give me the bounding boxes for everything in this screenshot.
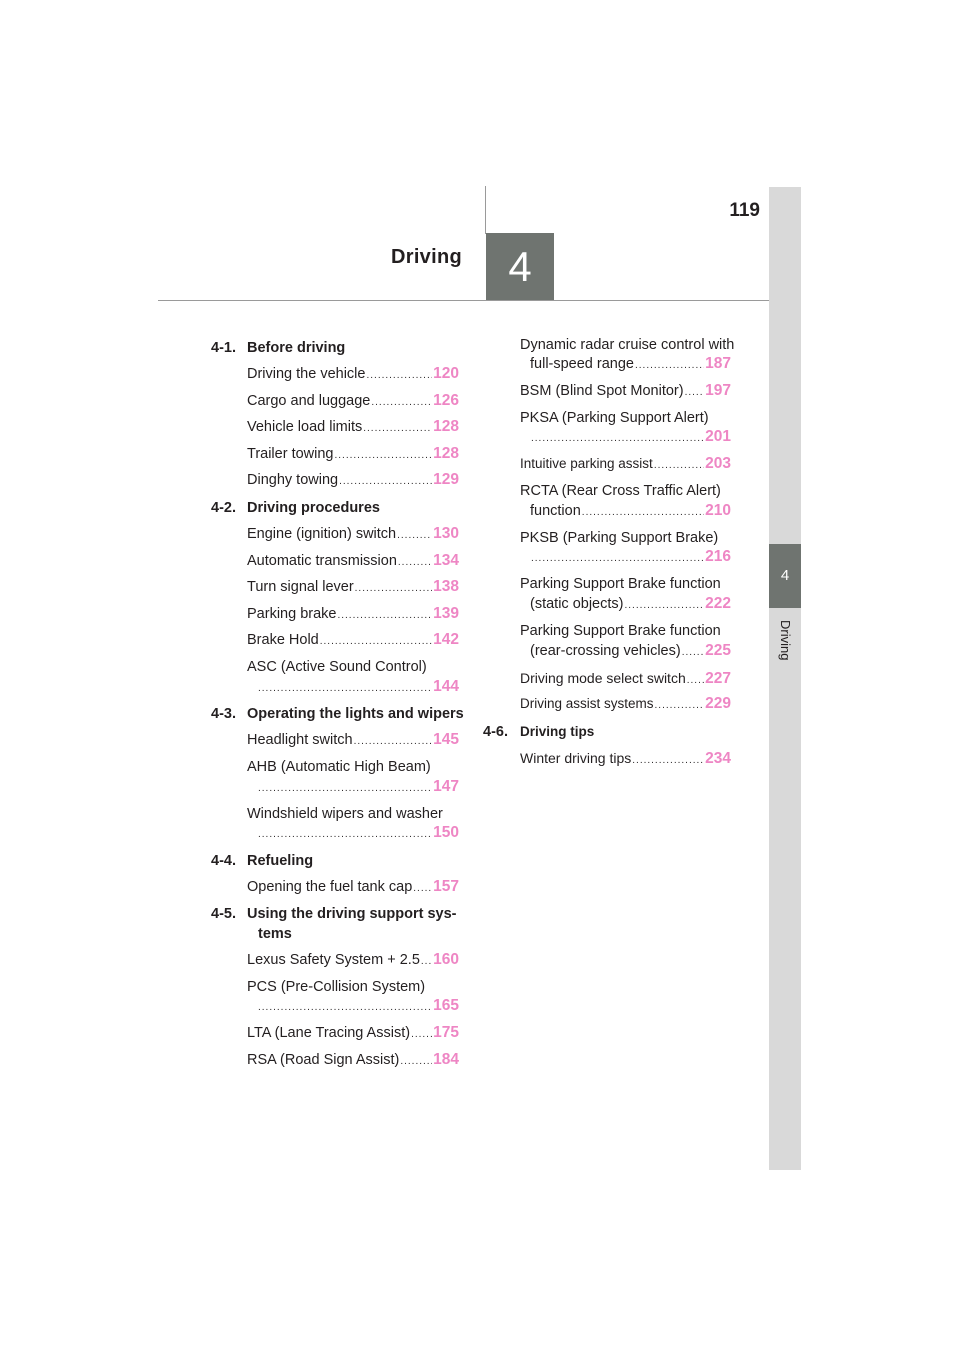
leader-dots bbox=[337, 604, 432, 626]
section-number: 4-4. bbox=[211, 853, 236, 869]
entry-title: Turn signal lever bbox=[247, 579, 354, 595]
toc-entry-title-line[interactable] bbox=[520, 621, 721, 641]
leader-dots bbox=[354, 730, 433, 752]
entry-title: Driving mode select switch bbox=[520, 670, 686, 686]
entry-title: Parking Support Brake function bbox=[520, 623, 721, 639]
toc-entry[interactable] bbox=[520, 454, 731, 476]
toc-entry[interactable] bbox=[257, 677, 459, 699]
section-title: Refueling bbox=[247, 853, 314, 869]
side-tab-label: Driving bbox=[778, 620, 793, 661]
entry-page: 147 bbox=[433, 778, 459, 795]
toc-entry[interactable] bbox=[247, 577, 459, 599]
entry-page: 197 bbox=[705, 382, 731, 399]
leader-dots bbox=[398, 551, 432, 573]
entry-page: 130 bbox=[433, 525, 459, 542]
leader-dots bbox=[335, 444, 433, 466]
entry-title: LTA (Lane Tracing Assist) bbox=[247, 1025, 411, 1041]
entry-title: Engine (ignition) switch bbox=[247, 526, 397, 542]
entry-title: Driving assist systems bbox=[520, 696, 654, 711]
section-number: 4-1. bbox=[211, 340, 236, 356]
entry-page: 142 bbox=[433, 631, 459, 648]
entry-title-continued: (rear-crossing vehicles) bbox=[530, 643, 681, 659]
leader-dots bbox=[635, 354, 704, 376]
entry-page: 184 bbox=[433, 1051, 459, 1068]
entry-page: 160 bbox=[433, 951, 459, 968]
entry-title: PCS (Pre-Collision System) bbox=[247, 979, 426, 995]
entry-title: RSA (Road Sign Assist) bbox=[247, 1052, 400, 1068]
entry-title: ASC (Active Sound Control) bbox=[247, 659, 427, 675]
section-title: Operating the lights and wipers bbox=[247, 706, 464, 722]
toc-entry-title-line[interactable] bbox=[520, 481, 721, 501]
leader-dots bbox=[531, 547, 704, 569]
entry-page: 222 bbox=[705, 595, 731, 612]
toc-entry[interactable] bbox=[257, 996, 459, 1018]
chapter-number-badge: 4 bbox=[486, 233, 554, 301]
toc-entry[interactable] bbox=[247, 630, 459, 652]
entry-title: Intuitive parking assist bbox=[520, 456, 653, 471]
entry-title: Parking brake bbox=[247, 606, 337, 622]
leader-dots bbox=[258, 823, 432, 845]
leader-dots bbox=[531, 427, 704, 449]
toc-entry[interactable] bbox=[247, 877, 459, 899]
toc-entry[interactable] bbox=[257, 777, 459, 799]
section-number: 4-5. bbox=[211, 906, 236, 922]
toc-entry-title-line[interactable] bbox=[520, 408, 709, 428]
toc-entry[interactable] bbox=[520, 381, 731, 403]
entry-title: Winter driving tips bbox=[520, 750, 632, 766]
entry-title: Brake Hold bbox=[247, 632, 319, 648]
entry-title: Headlight switch bbox=[247, 732, 353, 748]
leader-dots bbox=[582, 501, 704, 523]
leader-dots bbox=[413, 877, 432, 899]
entry-page: 128 bbox=[433, 418, 459, 435]
entry-title: Vehicle load limits bbox=[247, 419, 363, 435]
entry-title-continued: function bbox=[530, 503, 581, 519]
toc-entry[interactable] bbox=[247, 417, 459, 439]
leader-dots bbox=[258, 996, 432, 1018]
toc-entry[interactable] bbox=[530, 594, 731, 616]
section-number: 4-3. bbox=[211, 706, 236, 722]
entry-title: RCTA (Rear Cross Traffic Alert) bbox=[520, 483, 721, 499]
leader-dots bbox=[339, 470, 432, 492]
section-title: Using the driving support sys- bbox=[247, 906, 457, 922]
toc-entry[interactable] bbox=[247, 1050, 459, 1072]
toc-entry[interactable] bbox=[247, 470, 459, 492]
entry-title: AHB (Automatic High Beam) bbox=[247, 759, 431, 775]
toc-entry[interactable] bbox=[520, 668, 731, 691]
leader-dots bbox=[682, 641, 704, 663]
side-tab-number[interactable]: 4 bbox=[769, 544, 801, 608]
entry-page: 165 bbox=[433, 997, 459, 1014]
toc-entry-title-line[interactable] bbox=[247, 757, 431, 777]
header-divider bbox=[485, 186, 486, 234]
toc-entry[interactable] bbox=[530, 547, 731, 569]
leader-dots bbox=[366, 364, 432, 386]
toc-entry-title-line[interactable] bbox=[520, 574, 721, 594]
toc-entry[interactable] bbox=[530, 641, 731, 663]
entry-page: 145 bbox=[433, 731, 459, 748]
leader-dots bbox=[371, 391, 432, 413]
entry-page: 234 bbox=[705, 750, 731, 767]
toc-entry[interactable] bbox=[530, 354, 731, 376]
entry-page: 175 bbox=[433, 1024, 459, 1041]
entry-page: 134 bbox=[433, 552, 459, 569]
toc-entry-title-line[interactable] bbox=[247, 804, 443, 824]
leader-dots bbox=[363, 417, 432, 439]
toc-entry[interactable] bbox=[257, 823, 459, 845]
entry-title-continued: full-speed range bbox=[530, 356, 634, 372]
leader-dots bbox=[258, 677, 432, 699]
entry-title: BSM (Blind Spot Monitor) bbox=[520, 383, 684, 399]
toc-entry[interactable] bbox=[247, 524, 459, 546]
side-thumb-tab bbox=[769, 187, 801, 1170]
entry-page: 203 bbox=[705, 455, 731, 472]
chapter-title: Driving bbox=[391, 246, 462, 268]
entry-page: 157 bbox=[433, 878, 459, 895]
leader-dots bbox=[258, 777, 432, 799]
toc-entry-title-line[interactable] bbox=[520, 528, 718, 548]
leader-dots bbox=[355, 577, 432, 599]
toc-entry[interactable] bbox=[247, 730, 459, 752]
leader-dots bbox=[624, 594, 704, 616]
entry-page: 150 bbox=[433, 824, 459, 841]
entry-page: 201 bbox=[705, 428, 731, 445]
entry-title: PKSA (Parking Support Alert) bbox=[520, 410, 709, 426]
toc-entry-title-line[interactable] bbox=[247, 977, 425, 997]
entry-title: Driving the vehicle bbox=[247, 366, 366, 382]
entry-page: 210 bbox=[705, 502, 731, 519]
toc-entry[interactable] bbox=[247, 1023, 459, 1045]
entry-page: 144 bbox=[433, 678, 459, 695]
entry-page: 139 bbox=[433, 605, 459, 622]
entry-page: 229 bbox=[705, 695, 731, 712]
entry-title: Windshield wipers and washer bbox=[247, 806, 443, 822]
entry-page: 225 bbox=[705, 642, 731, 659]
toc-entry[interactable] bbox=[520, 748, 731, 771]
toc-entry[interactable] bbox=[520, 694, 731, 716]
leader-dots bbox=[685, 381, 705, 403]
section-title: Driving tips bbox=[520, 724, 595, 739]
entry-title: Parking Support Brake function bbox=[520, 576, 721, 592]
entry-page: 120 bbox=[433, 365, 459, 382]
header-rule bbox=[158, 300, 770, 301]
entry-page: 187 bbox=[705, 355, 731, 372]
toc-entry[interactable] bbox=[530, 427, 731, 449]
entry-title-continued: (static objects) bbox=[530, 596, 624, 612]
leader-dots bbox=[421, 950, 432, 972]
section-number: 4-2. bbox=[211, 500, 236, 516]
toc-entry[interactable] bbox=[247, 444, 459, 466]
section-title: Driving procedures bbox=[247, 500, 380, 516]
toc-entry[interactable] bbox=[247, 604, 459, 626]
toc-entry-title-line[interactable] bbox=[520, 335, 734, 355]
entry-title: Trailer towing bbox=[247, 446, 334, 462]
leader-dots bbox=[411, 1023, 432, 1045]
entry-page: 128 bbox=[433, 445, 459, 462]
entry-page: 126 bbox=[433, 392, 459, 409]
toc-entry[interactable] bbox=[247, 364, 459, 386]
toc-entry[interactable] bbox=[247, 950, 459, 972]
entry-title: Cargo and luggage bbox=[247, 393, 371, 409]
section-number: 4-6. bbox=[483, 724, 508, 740]
leader-dots bbox=[654, 454, 704, 476]
entry-title: Dynamic radar cruise control with bbox=[520, 337, 735, 353]
leader-dots bbox=[687, 668, 704, 691]
leader-dots bbox=[400, 1050, 432, 1072]
toc-entry[interactable] bbox=[247, 551, 459, 573]
leader-dots bbox=[655, 694, 705, 716]
section-title-continued: tems bbox=[258, 926, 292, 942]
toc-entry[interactable] bbox=[247, 391, 459, 413]
leader-dots bbox=[397, 524, 432, 546]
leader-dots bbox=[632, 748, 704, 771]
leader-dots bbox=[320, 630, 432, 652]
entry-page: 129 bbox=[433, 471, 459, 488]
page-number: 119 bbox=[729, 200, 760, 221]
entry-title: Opening the fuel tank cap bbox=[247, 879, 413, 895]
entry-title: Lexus Safety System + 2.5 bbox=[247, 952, 420, 968]
toc-entry[interactable] bbox=[530, 501, 731, 523]
entry-page: 227 bbox=[705, 670, 731, 687]
entry-title: PKSB (Parking Support Brake) bbox=[520, 530, 719, 546]
toc-entry-title-line[interactable] bbox=[247, 657, 427, 677]
entry-title: Dinghy towing bbox=[247, 472, 339, 488]
section-title: Before driving bbox=[247, 340, 346, 356]
entry-title: Automatic transmission bbox=[247, 553, 397, 569]
entry-page: 138 bbox=[433, 578, 459, 595]
entry-page: 216 bbox=[705, 548, 731, 565]
